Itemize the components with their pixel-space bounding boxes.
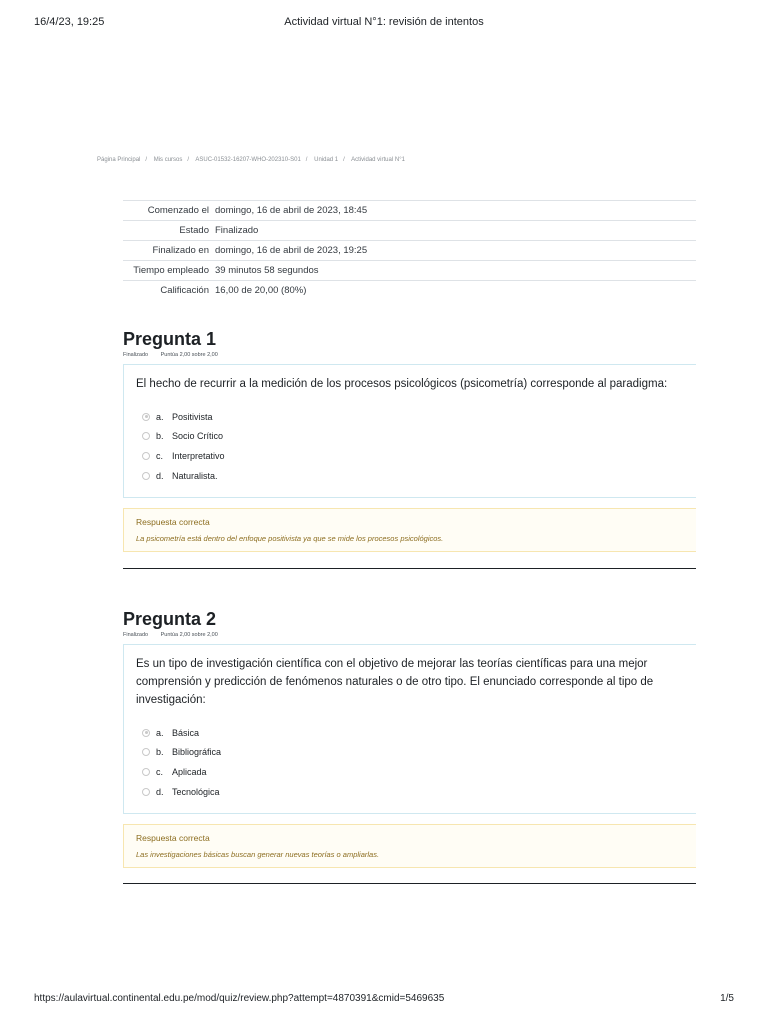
radio-icon[interactable]: [142, 748, 150, 756]
summary-value: domingo, 16 de abril de 2023, 18:45: [215, 205, 368, 216]
summary-label: Calificación: [160, 285, 209, 296]
option-letter: a.: [156, 727, 164, 738]
question-info: [123, 632, 696, 640]
summary-label: Finalizado en: [152, 245, 209, 256]
feedback-text: La psicometría está dentro del enfoque positivista ya que se mide los procesos psicológicos.: [136, 534, 444, 544]
answer-option-b[interactable]: [136, 427, 684, 447]
summary-label: Comenzado el: [147, 205, 209, 216]
question-feedback: [123, 508, 696, 552]
summary-value: Finalizado: [215, 225, 259, 236]
option-letter: d.: [156, 786, 164, 797]
print-url: https://aulavirtual.continental.edu.pe/mod/quiz/review.php?attempt=4870391&cmid=5469635: [34, 993, 445, 1004]
question-state: Finalizado: [123, 352, 149, 358]
summary-row-time-taken: [123, 261, 696, 281]
option-label: Interpretativo: [172, 450, 225, 461]
option-letter: c.: [156, 450, 164, 461]
attempt-summary-table: [123, 200, 696, 300]
summary-label: Tiempo empleado: [133, 265, 209, 276]
breadcrumb-activity[interactable]: Actividad virtual N°1: [351, 157, 405, 163]
breadcrumb-home[interactable]: Página Principal: [97, 157, 141, 163]
print-page-number: 1/5: [720, 993, 734, 1004]
question-content: [123, 364, 696, 498]
option-letter: b.: [156, 431, 164, 442]
answer-option-c[interactable]: [136, 762, 684, 782]
summary-row-state: [123, 221, 696, 241]
summary-row-started: [123, 201, 696, 221]
radio-icon[interactable]: [142, 788, 150, 796]
option-label: Naturalista.: [172, 470, 218, 481]
radio-icon[interactable]: [142, 768, 150, 776]
answer-option-a[interactable]: [136, 407, 684, 427]
breadcrumb: Página Principal / Mis cursos / ASUC-01532-16207-WHO-202310-S01 / Unidad 1 / Actividad virtual N°1: [97, 157, 405, 163]
question-divider: [123, 568, 696, 569]
breadcrumb-unit[interactable]: Unidad 1: [314, 157, 339, 163]
option-label: Tecnológica: [172, 786, 220, 797]
question-title: Pregunta 2: [123, 609, 217, 629]
question-content: [123, 644, 696, 814]
summary-value: 16,00 de 20,00 (80%): [215, 285, 307, 296]
question-text: El hecho de recurrir a la medición de los procesos psicológicos (psicometría) corresponde al paradigma:: [136, 378, 668, 390]
summary-value: domingo, 16 de abril de 2023, 19:25: [215, 245, 368, 256]
question-state: Finalizado: [123, 632, 149, 638]
summary-row-finished: [123, 241, 696, 261]
option-letter: a.: [156, 411, 164, 422]
answer-options: [136, 407, 684, 485]
question-text: Es un tipo de investigación científica con el objetivo de mejorar las teorías científicas para una mejor comprensión y predicción de fenómenos naturales o de otro tipo. El enunciado corresponde al tipo de investigación:: [136, 658, 654, 706]
option-label: Socio Crítico: [172, 431, 224, 442]
question-grade: Puntúa 2,00 sobre 2,00: [160, 632, 218, 638]
breadcrumb-course[interactable]: ASUC-01532-16207-WHO-202310-S01: [195, 157, 301, 163]
question-2: [123, 608, 696, 868]
answer-option-c[interactable]: [136, 446, 684, 466]
option-label: Positivista: [172, 411, 213, 422]
question-info: [123, 352, 696, 360]
question-feedback: [123, 824, 696, 868]
summary-row-grade: [123, 281, 696, 301]
option-label: Aplicada: [172, 766, 207, 777]
summary-label: Estado: [179, 225, 209, 236]
answer-option-d[interactable]: [136, 466, 684, 486]
print-header: [0, 16, 768, 32]
option-letter: d.: [156, 470, 164, 481]
print-page-title: Actividad virtual N°1: revisión de intentos: [284, 16, 484, 28]
answer-option-b[interactable]: [136, 743, 684, 763]
option-label: Bibliográfica: [172, 747, 222, 758]
question-grade: Puntúa 2,00 sobre 2,00: [160, 352, 218, 358]
radio-icon[interactable]: [142, 472, 150, 480]
option-label: Básica: [172, 727, 200, 738]
answer-options: [136, 723, 684, 801]
print-datetime: 16/4/23, 19:25: [34, 16, 105, 28]
option-letter: c.: [156, 766, 164, 777]
feedback-status: Respuesta correcta: [136, 517, 210, 528]
option-letter: b.: [156, 747, 164, 758]
radio-selected-icon[interactable]: [142, 413, 150, 421]
radio-icon[interactable]: [142, 432, 150, 440]
feedback-text: Las investigaciones básicas buscan generar nuevas teorías o ampliarlas.: [136, 850, 380, 860]
question-1: [123, 328, 696, 552]
answer-option-d[interactable]: [136, 782, 684, 802]
radio-selected-icon[interactable]: [142, 729, 150, 737]
answer-option-a[interactable]: [136, 723, 684, 743]
breadcrumb-my-courses[interactable]: Mis cursos: [153, 157, 183, 163]
question-title: Pregunta 1: [123, 329, 217, 349]
question-divider: [123, 883, 696, 884]
radio-icon[interactable]: [142, 452, 150, 460]
summary-value: 39 minutos 58 segundos: [215, 265, 319, 276]
feedback-status: Respuesta correcta: [136, 833, 210, 844]
